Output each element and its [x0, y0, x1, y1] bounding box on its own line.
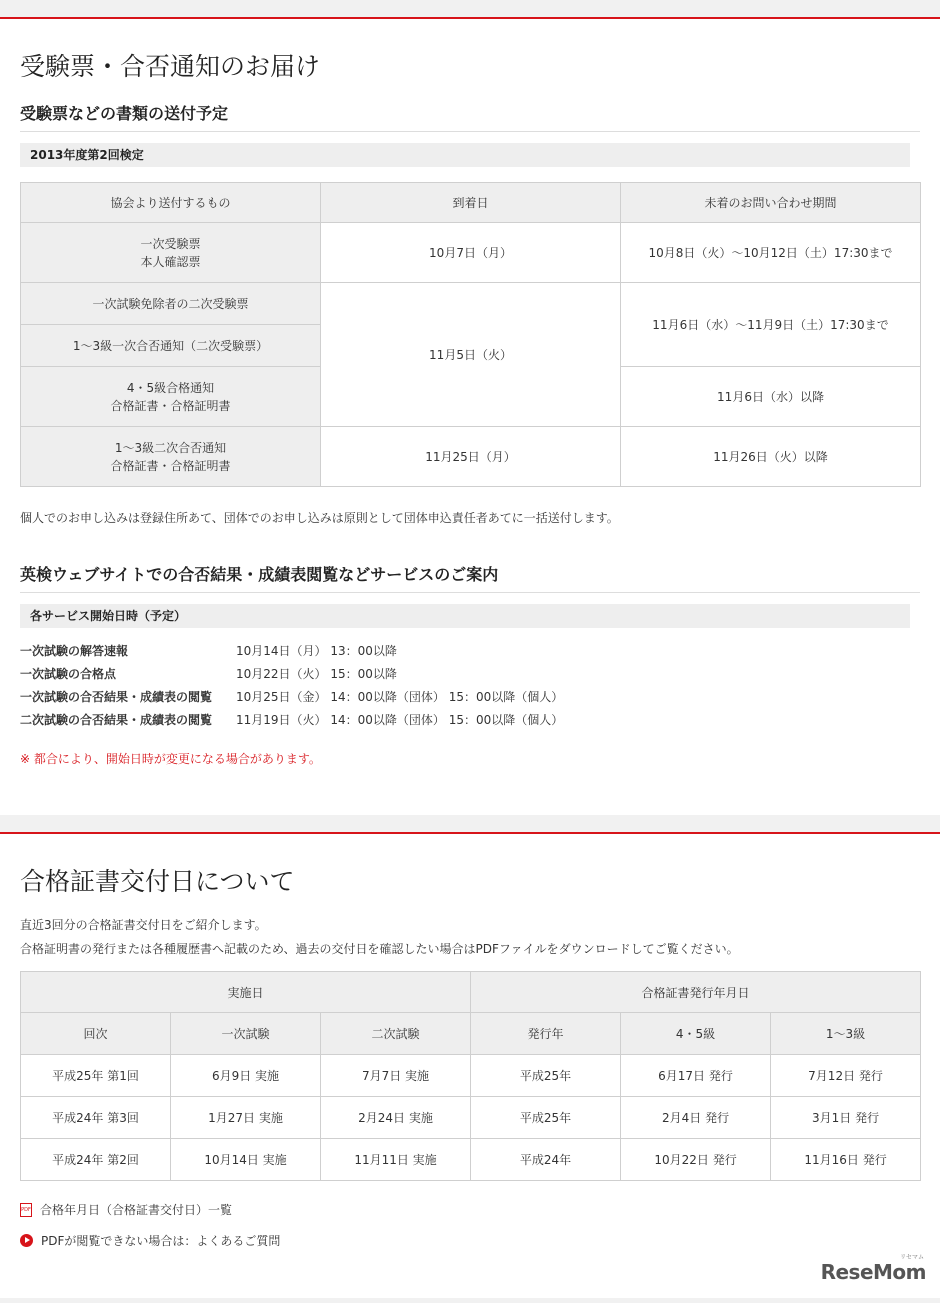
inquiry-cell: 10月8日（火）〜10月12日（土）17:30まで: [621, 223, 921, 283]
table-header-row: [21, 1013, 921, 1055]
column-header: 一次試験: [171, 1013, 321, 1055]
inquiry-cell: 11月6日（水）以降: [621, 367, 921, 427]
item-cell: [21, 367, 321, 427]
section-title: 受験票・合否通知のお届け: [20, 52, 321, 81]
table-cell: 平成25年: [471, 1055, 621, 1097]
list-item: [20, 663, 563, 686]
item-cell: [21, 427, 321, 487]
intro-text: 合格証明書の発行または各種履歴書へ記載のため、過去の交付日を確認したい場合はPDFファイルをダウンロードしてご覧ください。: [20, 942, 739, 956]
inquiry-cell: 11月26日（火）以降: [621, 427, 921, 487]
table-cell: 10月14日 実施: [171, 1139, 321, 1181]
column-header: 発行年: [471, 1013, 621, 1055]
table-row: [21, 1139, 921, 1181]
table-cell: 平成24年 第2回: [21, 1139, 171, 1181]
arrival-cell: 11月25日（月）: [321, 427, 621, 487]
certificate-dates-table: [20, 971, 921, 1181]
pdf-link[interactable]: [20, 1194, 280, 1225]
service-name: 一次試験の合格点: [20, 667, 117, 681]
service-time: 10月22日（火） 15：00以降: [236, 667, 397, 681]
table-row: [21, 1055, 921, 1097]
documents-subtitle: 受験票などの書類の送付予定: [20, 101, 920, 132]
table-cell: 6月17日 発行: [621, 1055, 771, 1097]
pdf-link-label[interactable]: 合格年月日（合格証書交付日）一覧: [40, 1203, 233, 1217]
inquiry-cell: 11月6日（水）〜11月9日（土）17:30まで: [621, 283, 921, 367]
table-header-row: [21, 183, 921, 223]
item-label: 合格証書・合格証明書: [110, 398, 231, 413]
item-cell: 1〜3級一次合否通知（二次受験票）: [21, 325, 321, 367]
section-title: 合格証書交付日について: [20, 867, 295, 896]
group-header: 実施日: [21, 972, 471, 1013]
exam-session-bar: 2013年度第2回検定: [20, 143, 910, 167]
column-header: 1〜3級: [771, 1013, 921, 1055]
column-header: 到着日: [321, 183, 621, 223]
resemom-logo: [820, 1254, 926, 1284]
logo-text: ReseMom: [820, 1260, 926, 1284]
link-list: [20, 1194, 280, 1256]
table-cell: 平成24年 第3回: [21, 1097, 171, 1139]
item-label: 本人確認票: [140, 254, 201, 269]
services-bar: 各サービス開始日時（予定）: [20, 604, 910, 628]
table-cell: 平成25年 第1回: [21, 1055, 171, 1097]
delivery-note: 個人でのお申し込みは登録住所あて、団体でのお申し込みは原則として団体申込責任者あてに一括送付します。: [20, 511, 619, 525]
logo-ruby: リセマム: [900, 1254, 924, 1261]
group-header: 合格証書発行年月日: [471, 972, 921, 1013]
table-cell: 3月1日 発行: [771, 1097, 921, 1139]
column-header: 回次: [21, 1013, 171, 1055]
column-header: 未着のお問い合わせ期間: [621, 183, 921, 223]
column-header: 協会より送付するもの: [21, 183, 321, 223]
table-cell: 2月4日 発行: [621, 1097, 771, 1139]
arrival-cell: 10月7日（月）: [321, 223, 621, 283]
table-cell: 10月22日 発行: [621, 1139, 771, 1181]
delivery-schedule-table: [20, 182, 921, 487]
delivery-section: [0, 17, 940, 815]
list-item: [20, 640, 563, 663]
table-cell: 11月11日 実施: [321, 1139, 471, 1181]
table-cell: 2月24日 実施: [321, 1097, 471, 1139]
item-cell: [21, 223, 321, 283]
table-row: [21, 427, 921, 487]
service-name: 二次試験の合否結果・成績表の閲覧: [20, 713, 213, 727]
service-time: 10月25日（金） 14：00以降（団体） 15：00以降（個人）: [236, 690, 564, 704]
table-cell: 6月9日 実施: [171, 1055, 321, 1097]
list-item: [20, 686, 563, 709]
item-label: 4・5級合格通知: [126, 380, 215, 395]
table-row: [21, 1097, 921, 1139]
table-cell: 7月12日 発行: [771, 1055, 921, 1097]
item-label: 一次受験票: [140, 236, 201, 251]
certificate-section: [0, 832, 940, 1298]
item-label: 1〜3級二次合否通知: [114, 440, 227, 455]
services-subtitle: 英検ウェブサイトでの合否結果・成績表閲覧などサービスのご案内: [20, 562, 920, 593]
table-cell: 平成25年: [471, 1097, 621, 1139]
arrival-cell: 11月5日（火）: [321, 283, 621, 427]
item-cell: 一次試験免除者の二次受験票: [21, 283, 321, 325]
faq-link[interactable]: [20, 1225, 280, 1256]
table-group-header-row: [21, 972, 921, 1013]
table-cell: 11月16日 発行: [771, 1139, 921, 1181]
table-cell: 1月27日 実施: [171, 1097, 321, 1139]
intro-text: 直近3回分の合格証書交付日をご紹介します。: [20, 918, 267, 932]
table-row: [21, 283, 921, 325]
faq-link-label[interactable]: PDFが閲覧できない場合は：よくあるご質問: [41, 1234, 281, 1248]
column-header: 4・5級: [621, 1013, 771, 1055]
service-time: 10月14日（月） 13：00以降: [236, 644, 397, 658]
list-item: [20, 709, 563, 732]
arrow-right-icon: [20, 1234, 33, 1247]
item-label: 合格証書・合格証明書: [110, 458, 231, 473]
service-time: 11月19日（火） 14：00以降（団体） 15：00以降（個人）: [236, 713, 564, 727]
table-row: [21, 223, 921, 283]
services-list: [20, 640, 563, 732]
column-header: 二次試験: [321, 1013, 471, 1055]
table-cell: 7月7日 実施: [321, 1055, 471, 1097]
service-name: 一次試験の解答速報: [20, 644, 129, 658]
pdf-icon: PDF: [20, 1203, 32, 1217]
table-cell: 平成24年: [471, 1139, 621, 1181]
change-warning: ※ 都合により、開始日時が変更になる場合があります。: [20, 752, 321, 766]
service-name: 一次試験の合否結果・成績表の閲覧: [20, 690, 213, 704]
